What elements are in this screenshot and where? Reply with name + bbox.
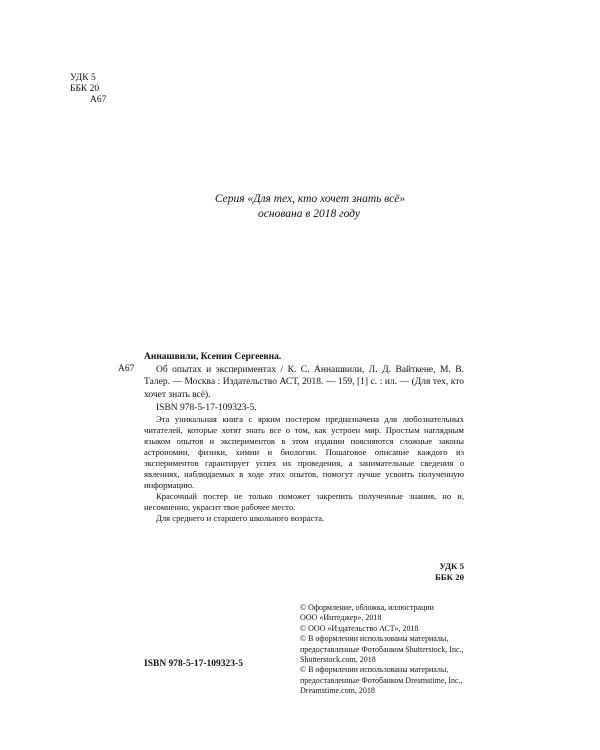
- catalog-code: А67: [118, 364, 135, 374]
- copyright-line: © Оформление, обложка, иллюстрации: [300, 603, 434, 612]
- copyright-block: [300, 603, 480, 697]
- card-isbn: ISBN 978-5-17-109323-5.: [156, 403, 257, 413]
- series-founded: основана в 2018 году: [258, 208, 360, 220]
- author-name: Аннашвили, Ксения Сергеевна.: [144, 352, 282, 362]
- series-title: Серия «Для тех, кто хочет знать всё»: [214, 193, 406, 205]
- udk-code: УДК 5: [70, 73, 96, 83]
- copyright-line: © В оформлении использованы материалы,: [300, 634, 449, 644]
- author-mark: А67: [90, 95, 107, 105]
- annotation: [144, 414, 464, 524]
- udk-code-bottom: УДК 5: [439, 561, 464, 571]
- catalog-card: [144, 351, 464, 415]
- copyright-line: Dreamstime.com, 2018: [300, 686, 375, 696]
- bbk-code: ББК 20: [70, 84, 100, 94]
- classification-top: [70, 73, 106, 106]
- copyright-line: © ООО «Издательство АСТ», 2018: [300, 623, 419, 633]
- annotation-paragraph: Красочный постер не только поможет закрепить полученные знания, но и, несомненно, украсит твое рабочее место.: [144, 491, 464, 512]
- copyright-line: Shutterstock.com, 2018: [300, 655, 376, 665]
- annotation-paragraph: Для среднего и старшего школьного возраста.: [156, 513, 325, 523]
- series-info: [0, 192, 600, 222]
- copyright-line: предоставленные Фотобанком Shutterstock, Inc.,: [300, 644, 464, 654]
- bibliographic-description: Об опытах и экспериментах / К. С. Аннашвили, Л. Д. Вайткене, М. В. Талер. — Москва : Издательство АСТ, 2018. — 159, [1] с. : ил. — (Для тех, кто хочет знать всё).: [144, 364, 464, 400]
- copyright-line: © В оформлении использованы материалы,: [300, 665, 449, 675]
- annotation-paragraph: Эта уникальная книга с ярким постером предназначена для любознательных читателей, которые хотят знать все о том, как устроен мир. Простым наглядным языком опытов и экспериментов в этом издании поясняются сложные законы астрономии, физики, химии и биологии. Пошаговое описание каждого из экспериментов гарантирует успех их проведения, а занимательные сведения о явлениях, наблюдаемых в ходе этих опытов, помогут лучше усвоить полученную информацию.: [144, 414, 464, 490]
- classification-bottom: [404, 561, 464, 583]
- bbk-code-bottom: ББК 20: [434, 572, 464, 582]
- copyright-line: ООО «Интеджер», 2018: [300, 613, 382, 623]
- copyright-line: предоставленные Фотобанком Dreamstime, Inc.,: [300, 675, 463, 685]
- isbn-bottom: ISBN 978-5-17-109323-5: [144, 659, 243, 669]
